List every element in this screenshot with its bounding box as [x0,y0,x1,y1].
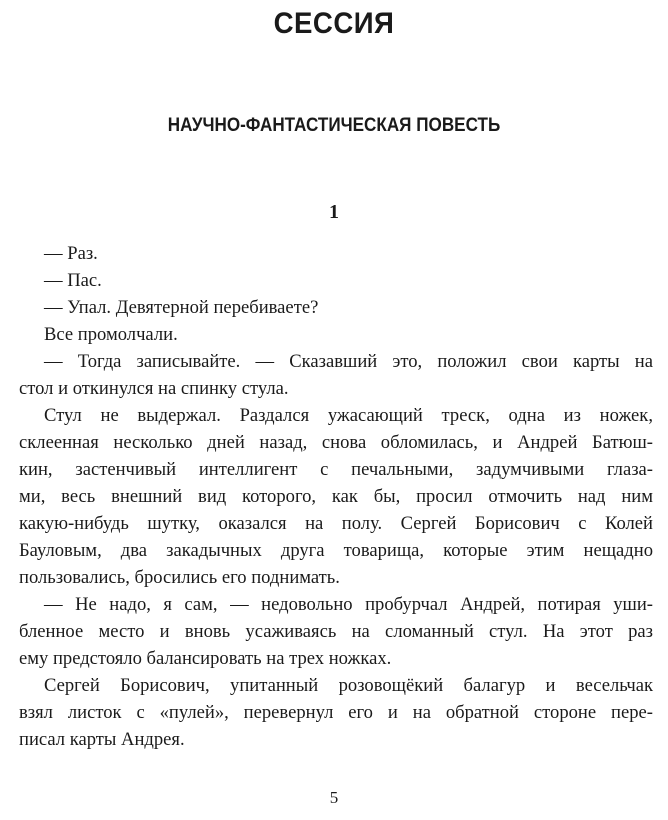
body-text [19,240,653,753]
text-line: Сергей Борисович, упитанный розовощёкий балагур и весельчак [44,675,653,696]
page-title: СЕССИЯ [273,7,395,40]
text-line: Все промолчали. [44,324,178,345]
text-line: Стул не выдержал. Раздался ужасающий треск, одна из ножек, [44,405,653,426]
text-line: писал карты Андрея. [19,729,185,750]
text-line: пользовались, бросились его поднимать. [19,567,340,588]
text-line: какую-нибудь шутку, оказался на полу. Сергей Борисович с Колей [19,513,653,534]
text-line: — Не надо, я сам, — недовольно пробурчал Андрей, потирая уши- [44,594,653,615]
page-subtitle: НАУЧНО-ФАНТАСТИЧЕСКАЯ ПОВЕСТЬ [167,115,501,136]
text-line: склеенная несколько дней назад, снова обломилась, и Андрей Батюш- [19,432,653,453]
text-line: — Упал. Девятерной перебиваете? [44,297,319,318]
text-line: — Раз. [44,243,98,264]
text-line: бленное место и вновь усаживаясь на сломанный стул. На этот раз [19,621,653,642]
text-line: — Тогда записывайте. — Сказавший это, положил свои карты на [44,351,653,372]
text-line: кин, застенчивый интеллигент с печальными, задумчивыми глаза- [19,459,653,480]
text-line: стол и откинулся на спинку стула. [19,378,289,399]
page-number: 5 [329,788,339,807]
text-line: взял листок с «пулей», перевернул его и на обратной стороне пере- [19,702,653,723]
text-line: ми, весь внешний вид которого, как бы, просил отмочить над ним [19,486,653,507]
text-line: ему предстояло балансировать на трех ножках. [19,648,392,669]
chapter-number: 1 [329,201,339,223]
text-line: Бауловым, два закадычных друга товарища, которые этим нещадно [19,540,653,561]
text-line: — Пас. [44,270,102,291]
